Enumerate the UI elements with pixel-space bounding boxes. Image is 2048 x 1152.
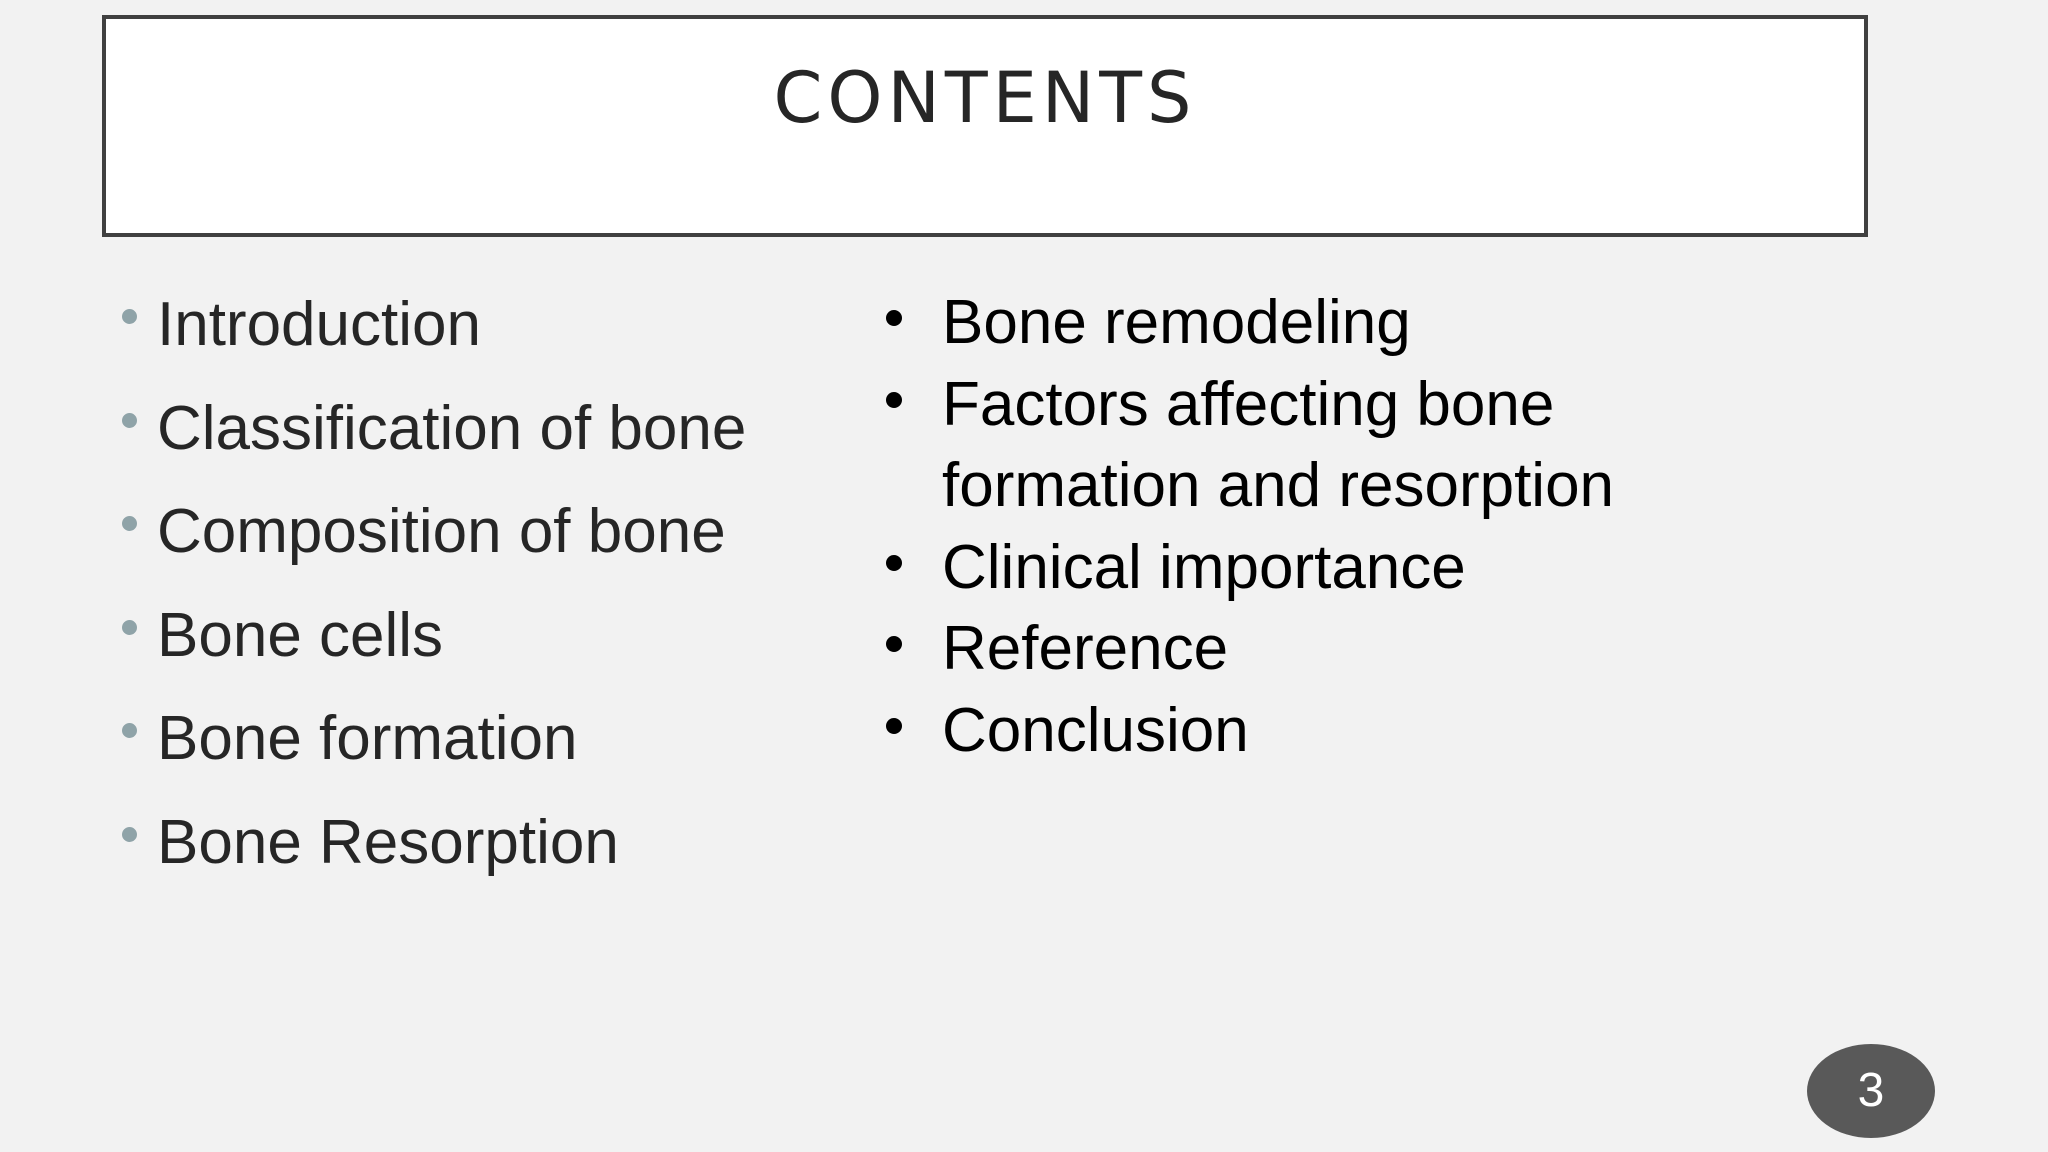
list-item-label: Bone Resorption: [157, 807, 619, 877]
list-item: [882, 690, 1882, 772]
list-item: [118, 699, 838, 803]
list-item: [118, 389, 838, 493]
slide-title: CONTENTS: [773, 57, 1197, 139]
bullet-icon: [122, 413, 137, 428]
list-item: [118, 492, 838, 596]
title-box: [102, 15, 1868, 237]
list-item: [882, 527, 1882, 609]
list-item-label: Bone cells: [157, 600, 444, 670]
list-item-label: Composition of bone: [157, 497, 726, 566]
list-item: [118, 596, 838, 700]
bullet-icon: [886, 392, 902, 408]
bullet-icon: [122, 516, 137, 531]
list-item-label: Classification of bone: [157, 393, 747, 463]
list-item: [118, 803, 838, 907]
bullet-icon: [122, 620, 137, 635]
page-number-badge: 3: [1807, 1044, 1935, 1138]
list-item-label: Clinical importance: [942, 532, 1466, 602]
contents-list-right: [882, 282, 1882, 771]
list-item-label: Conclusion: [942, 695, 1249, 765]
list-item-label: Bone formation: [157, 704, 578, 773]
contents-list-left: [118, 285, 838, 906]
list-item-label: Reference: [942, 614, 1229, 683]
bullet-icon: [886, 310, 902, 326]
bullet-icon: [886, 718, 902, 734]
list-item-label: Bone remodeling: [942, 288, 1411, 357]
list-item: [882, 364, 1722, 527]
bullet-icon: [122, 723, 137, 738]
bullet-icon: [122, 827, 137, 842]
list-item-label: Introduction: [157, 290, 481, 359]
bullet-icon: [122, 309, 137, 324]
list-item-label: Factors affecting bone formation and resorption: [942, 369, 1615, 520]
bullet-icon: [886, 555, 902, 571]
bullet-icon: [886, 636, 902, 652]
list-item: [882, 608, 1882, 690]
list-item: [882, 282, 1882, 364]
list-item: [118, 285, 838, 389]
